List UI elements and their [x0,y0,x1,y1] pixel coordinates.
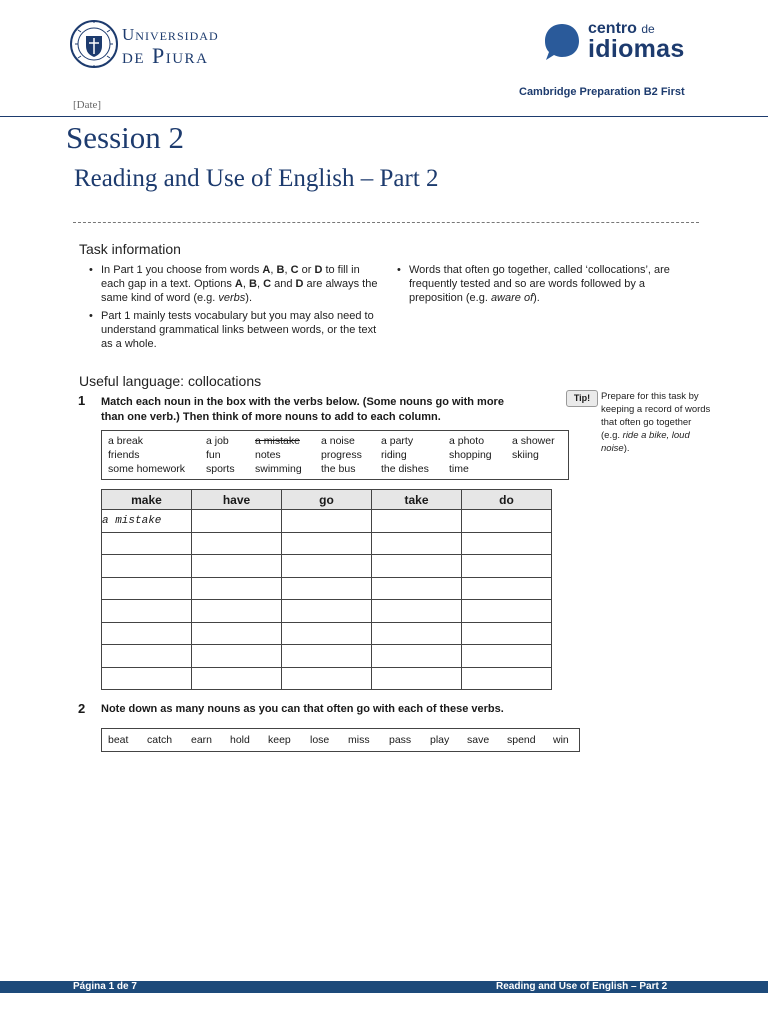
course-label: Cambridge Preparation B2 First [519,86,685,98]
noun-item: a break [108,435,144,447]
centro-de-idiomas-logo [588,21,685,62]
noun-item: a noise [321,435,355,447]
noun-item: time [449,463,469,475]
noun-item: progress [321,449,362,461]
noun-box [101,430,569,480]
footer-page-number: Página 1 de 7 [73,981,137,992]
task-info-right-list [388,263,698,309]
task-information-heading: Task information [79,241,181,257]
verb-item: save [467,734,490,746]
exercise-1-instruction: Match each noun in the box with the verbs below. (Some nouns go with more than one verb.) Then think of more nouns to add to each column. [101,396,504,423]
noun-item: the dishes [381,463,429,475]
table-cell[interactable] [282,532,372,555]
footer-section-title: Reading and Use of English – Part 2 [496,981,668,992]
noun-item: a shower [512,435,555,447]
table-cell[interactable] [372,645,462,668]
table-row [102,600,552,623]
noun-item: a job [206,435,229,447]
table-row [102,667,552,690]
table-cell[interactable] [462,555,552,578]
university-name-line1: Universidad [122,25,219,44]
table-cell[interactable] [282,577,372,600]
table-cell[interactable] [462,510,552,533]
dashed-divider [73,222,699,223]
table-cell[interactable] [462,600,552,623]
table-cell[interactable] [192,555,282,578]
table-cell[interactable] [102,600,192,623]
verb-item: keep [268,734,291,746]
table-row [102,645,552,668]
table-cell[interactable] [102,622,192,645]
exercise-2-number: 2 [78,701,86,716]
verb-item: pass [389,734,412,746]
noun-item: a photo [449,435,485,447]
logo-word-de: de [641,22,655,36]
verb-item: hold [230,734,250,746]
university-name-line2: de Piura [122,43,209,68]
table-cell[interactable] [192,622,282,645]
noun-item: riding [381,449,407,461]
table-cell[interactable] [192,510,282,533]
verb-item: miss [348,734,370,746]
header-divider [0,116,768,117]
table-cell[interactable] [462,667,552,690]
table-cell[interactable] [102,645,192,668]
exercise-1-number: 1 [78,393,86,408]
verb-item: earn [191,734,213,746]
table-header-make: make [102,490,192,510]
task-info-left-list [80,263,380,355]
table-cell[interactable] [192,667,282,690]
table-cell[interactable] [372,555,462,578]
table-cell[interactable] [372,667,462,690]
verb-item: beat [108,734,129,746]
bullet-item: • In Part 1 you choose from words A, B, C or D to fill in each gap in a text. Options A, B, C and D are always the same kind of word (e.g. verbs). [80,263,380,305]
table-cell[interactable] [372,622,462,645]
university-name [122,26,219,67]
verb-item: catch [147,734,173,746]
part-title: Reading and Use of English – Part 2 [74,165,439,192]
noun-item: notes [255,449,281,461]
table-cell[interactable] [372,577,462,600]
table-cell[interactable] [192,532,282,555]
tip-label: Tip! [566,390,598,407]
table-cell[interactable] [282,510,372,533]
noun-item: a mistake [255,435,300,447]
verb-item: win [553,734,569,746]
noun-item: a party [381,435,414,447]
table-cell[interactable] [282,645,372,668]
table-header-have: have [192,490,282,510]
table-cell[interactable] [192,645,282,668]
speech-bubble-logo-icon [543,22,581,62]
table-row [102,532,552,555]
table-cell[interactable] [372,532,462,555]
table-cell[interactable] [372,600,462,623]
table-header-go: go [282,490,372,510]
noun-item: fun [206,449,221,461]
universidad-de-piura-seal-icon [70,16,118,72]
noun-item: swimming [255,463,302,475]
table-cell[interactable] [102,555,192,578]
table-cell[interactable] [192,577,282,600]
noun-item: the bus [321,463,356,475]
verb-noun-table [101,489,552,690]
table-cell[interactable] [462,577,552,600]
verb-item: lose [310,734,330,746]
table-cell[interactable] [282,600,372,623]
logo-word-idiomas: idiomas [588,35,685,63]
noun-item: skiing [512,449,539,461]
table-cell[interactable]: a mistake [102,510,192,533]
table-header-take: take [372,490,462,510]
date-placeholder: [Date] [73,99,102,111]
noun-item: friends [108,449,140,461]
table-cell[interactable] [282,622,372,645]
table-header-do: do [462,490,552,510]
noun-item: some homework [108,463,186,475]
table-cell[interactable] [102,577,192,600]
table-cell[interactable] [282,667,372,690]
verb-list-box [101,728,580,752]
useful-language-heading: Useful language: collocations [79,373,262,389]
session-title: Session 2 [66,120,184,155]
logo-word-centro: centro [588,20,637,37]
tip-text: Prepare for this task by keeping a record of words that often go together (e.g. ride a bike, loud noise). [601,391,711,454]
table-cell[interactable] [462,532,552,555]
table-cell[interactable] [462,645,552,668]
verb-item: play [430,734,450,746]
table-cell[interactable] [192,600,282,623]
verb-item: spend [507,734,536,746]
table-cell[interactable] [282,555,372,578]
bullet-item: • Part 1 mainly tests vocabulary but you may also need to understand grammatical links between words, or the text as a whole. [80,309,380,351]
table-row [102,510,552,533]
table-cell[interactable] [102,667,192,690]
table-cell[interactable] [372,510,462,533]
table-row [102,577,552,600]
table-cell[interactable] [462,622,552,645]
noun-item: sports [206,463,235,475]
table-row [102,555,552,578]
exercise-2-instruction: Note down as many nouns as you can that often go with each of these verbs. [101,703,504,715]
bullet-item: • Words that often go together, called ‘collocations’, are frequently tested and so are words followed by a preposition (e.g. aware of). [388,263,698,305]
table-row [102,622,552,645]
noun-item: shopping [449,449,492,461]
table-cell[interactable] [102,532,192,555]
